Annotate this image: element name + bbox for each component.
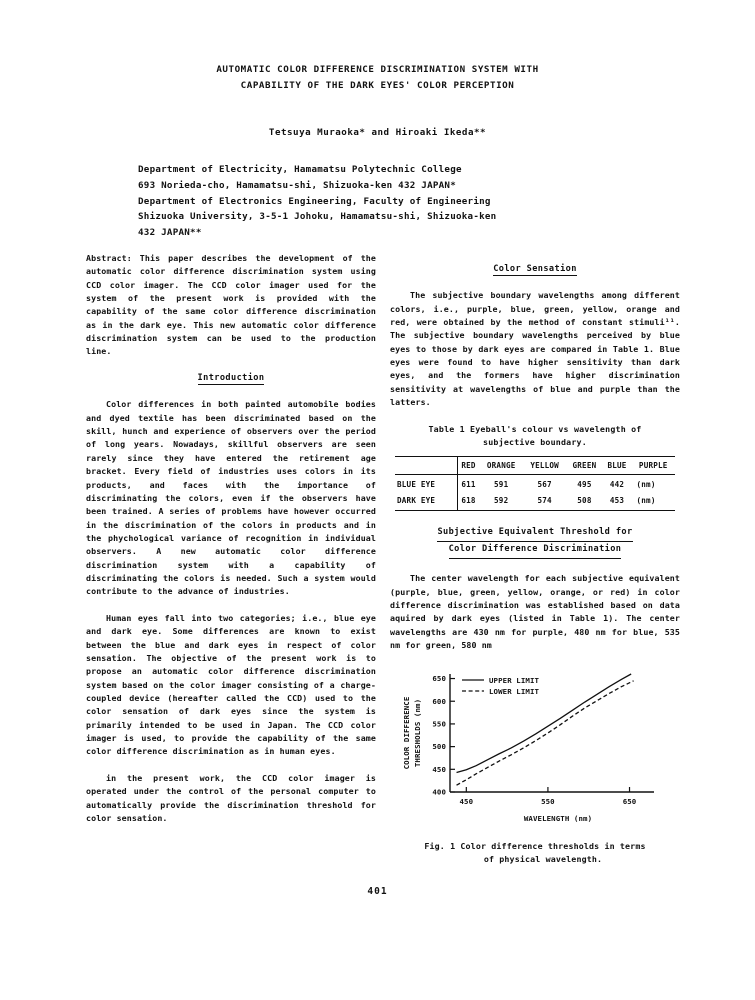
y-axis-label-line-2: THRESHOLDS (nm) [413,698,422,767]
section-heading-introduction-label: Introduction [197,373,265,384]
x-axis-label: WAVELENGTH (nm) [523,813,593,823]
table-col-red: RED [457,457,479,474]
intro-paragraph-1: Color differences in both painted automobile bodies and dyed textile has been discriminated based on the skill, hunch and experience of observers over the period of long years. Nowadays, skillful observers are seen rarely since they have entered the retirement age bracket. Every field of industries uses colors in its products, and faces with the importance of discriminating the colors, even if the observers have been trained. A series of problems have however occurred in the discrimination of the colors in products and in the phychological variance of recognition in individual observers. A new automatic color difference discrimination system with a capability of discriminating the colors is needed. Such a system would contribute to the advance of industries. [86,399,376,597]
cell-dark-eye-orange: 592 [494,495,509,505]
cell-blue-eye-red: 611 [457,474,479,492]
y-tick-label: 550 [432,719,446,729]
affiliation-line: Department of Electronics Engineering, Faculty of Engineering [138,195,491,207]
section-heading-color-sensation-label: Color Sensation [493,264,577,274]
figure-1 [390,666,680,828]
series-lower-limit [457,680,634,784]
y-tick-label: 650 [432,673,446,683]
section-heading-color-sensation [390,263,680,276]
left-column [86,252,376,866]
intro-paragraph-2: Human eyes fall into two categories; i.e., blue eye and dark eye. Some differences are known to exist between the blue and dark eyes in respect of color sensation. The objective of the present work is to propose an automatic color difference discrimination system based on the color imager consisting of a charge-coupled device (hereafter called the CCD) used to the color sensation of dark eyes since the system is primarily intended to be used in Japan. The CCD color imager is used, to provide the capability of the same color difference discrimination as in human eyes. [86,612,376,757]
author-list: Tetsuya Muraoka* and Hiroaki Ikeda** [268,127,487,138]
figure-caption [390,840,680,866]
table-caption-line-1: Table 1 Eyeball's colour vs wavelength of [428,423,642,434]
axis-ticks [450,678,630,791]
body-columns [0,252,755,866]
table-col-blue: BLUE [607,460,627,470]
affiliation-line: Shizuoka University, 3-5-1 Johoku, Hamamatsu-shi, Shizuoka-ken [138,211,497,223]
intro-paragraph-3: in the present work, the CCD color imager is operated under the control of the personal computer to automatically provide the discrimination threshold for color sensation. [86,773,376,824]
y-tick-label: 400 [432,787,446,797]
y-tick-label: 600 [432,696,446,706]
series-upper-limit [457,674,632,772]
cell-blue-eye-unit: (nm) [636,479,656,489]
y-axis-label-line-1: COLOR DIFFERENCE [402,696,411,770]
x-tick-label: 550 [541,796,555,806]
cell-dark-eye-yellow: 574 [537,495,552,505]
legend-label: LOWER LIMIT [489,686,540,696]
cell-blue-eye-green: 495 [577,479,592,489]
table-col-green: GREEN [572,460,597,470]
title-line-2: CAPABILITY OF THE DARK EYES' COLOR PERCEPTION [240,79,515,91]
section-heading-subjective-threshold-line-2: Color Difference Discrimination [449,542,622,559]
section-heading-subjective-threshold [390,525,680,559]
table-header-row [395,457,675,474]
table-col-purple: PURPLE [638,460,668,470]
table-row [395,474,675,492]
cell-dark-eye-red: 618 [457,492,479,510]
abstract-paragraph: Abstract: This paper describes the development of the automatic color difference discrimination system using CCD color imager. The CCD color imager used for the system of the present work is provided with the capability of the same color difference discrimination as in the dark eye. This new automatic color difference discrimination system can be used to the production line. [86,253,376,357]
right-column [390,252,680,866]
cell-blue-eye-blue: 442 [609,479,625,489]
page-number: 401 [367,886,388,897]
table-corner-cell [395,457,457,474]
cell-blue-eye-yellow: 567 [537,479,552,489]
cell-dark-eye-unit: (nm) [636,495,656,505]
affiliation-line: 432 JAPAN** [138,227,202,239]
paper-title [0,62,755,93]
section-heading-introduction [86,372,376,385]
x-tick-label: 450 [459,796,474,806]
legend-label: UPPER LIMIT [489,675,540,685]
table-caption-line-2: subjective boundary. [483,436,587,447]
cell-dark-eye-blue: 453 [609,495,625,505]
title-line-1: AUTOMATIC COLOR DIFFERENCE DISCRIMINATION SYSTEM WITH [216,64,539,75]
color-sensation-paragraph: The subjective boundary wavelengths among different colors, i.e., purple, blue, green, yellow, orange and red, were obtained by the method of constant stimuli¹¹. The subjective boundary wavelengths perceived by blue eyes to those by dark eyes are compared in Table 1. Blue eyes were found to have higher sensitivity than dark eyes, and the formers have higher discrimination sensitivity at wavelengths of blue and purple than the latters. [390,290,680,408]
x-tick-label: 650 [622,796,637,806]
y-tick-label: 450 [432,764,446,774]
table-caption [390,423,680,449]
affiliation-block [0,162,755,241]
figure-caption-line-2: of physical wavelength. [483,853,603,864]
color-difference-threshold-chart [390,666,680,828]
table-body [395,474,675,511]
table-row [395,492,675,510]
affiliation-line: Department of Electricity, Hamamatsu Polytechnic College [138,164,462,175]
cell-dark-eye-green: 508 [577,495,592,505]
chart-legend [462,675,539,695]
row-label-blue-eye: BLUE EYE [397,479,436,489]
cell-blue-eye-orange: 591 [494,479,509,489]
figure-caption-line-1: Fig. 1 Color difference thresholds in terms [424,840,646,851]
section-heading-subjective-threshold-line-1: Subjective Equivalent Threshold for [437,525,632,542]
eyeball-wavelength-table [395,456,675,511]
affiliation-line: 693 Norieda-cho, Hamamatsu-shi, Shizuoka-ken 432 JAPAN* [138,179,456,191]
y-tick-label: 500 [432,741,446,751]
subjective-threshold-paragraph: The center wavelength for each subjective equivalent (purple, blue, green, yellow, orange, or red) in color difference discrimination was established based on data aquired by dark eyes (listed in Table 1). The center wavelengths are 430 nm for purple, 480 nm for blue, 535 nm for green, 580 nm [390,573,680,650]
table-header [395,457,675,474]
row-label-dark-eye: DARK EYE [397,495,436,505]
table-col-yellow: YELLOW [530,460,559,470]
table-col-orange: ORANGE [486,460,516,470]
